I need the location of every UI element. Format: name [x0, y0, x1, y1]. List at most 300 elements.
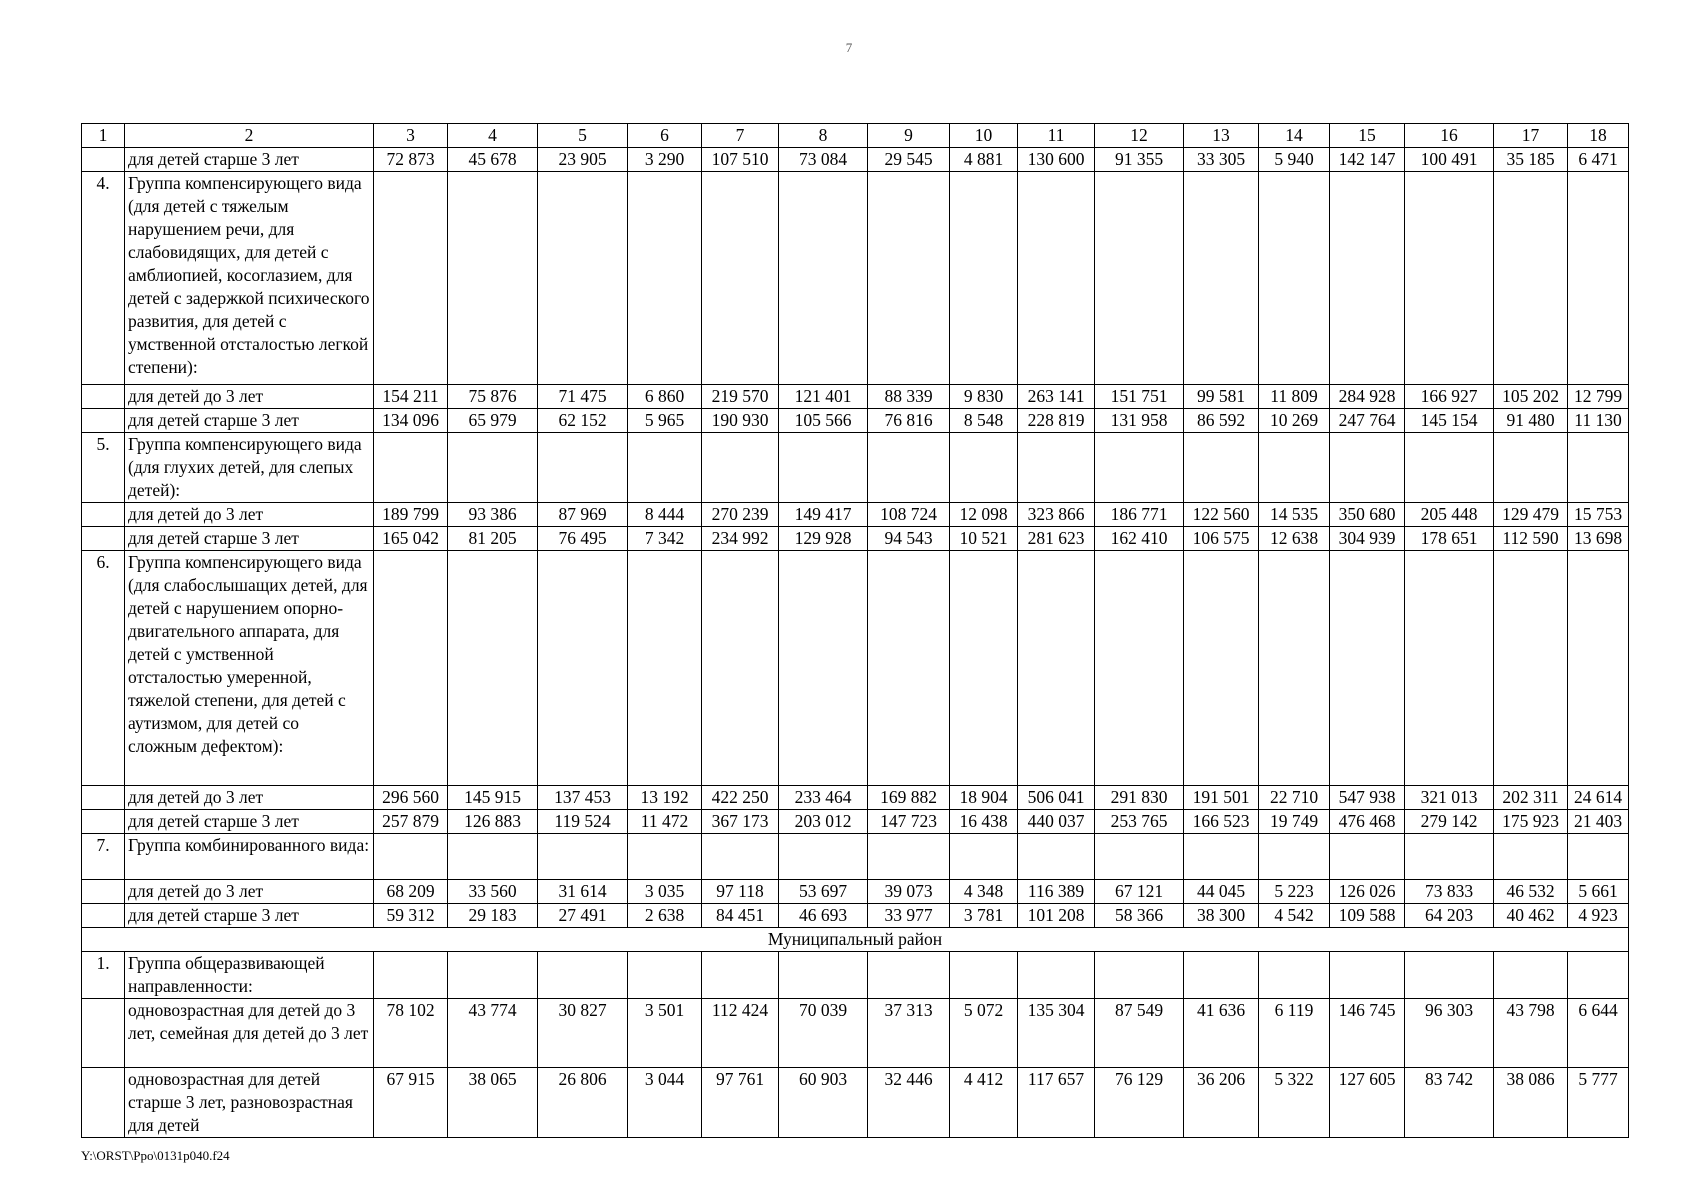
cell-value: 279 142: [1405, 810, 1494, 834]
cell-value: 233 464: [779, 786, 868, 810]
cell-value: 147 723: [868, 810, 950, 834]
cell-value: 13 192: [628, 786, 702, 810]
cell-value: 367 173: [702, 810, 779, 834]
cell-value: 4 412: [950, 1068, 1018, 1138]
cell-value: [1568, 952, 1629, 999]
cell-value: 6 119: [1259, 999, 1330, 1068]
cell-value: 33 977: [868, 904, 950, 928]
cell-value: 76 129: [1095, 1068, 1184, 1138]
row-label: для детей до 3 лет: [125, 880, 374, 904]
cell-value: 33 305: [1184, 148, 1259, 172]
cell-value: 476 468: [1330, 810, 1405, 834]
column-header: 17: [1494, 124, 1568, 148]
cell-value: 175 923: [1494, 810, 1568, 834]
row-label: для детей до 3 лет: [125, 503, 374, 527]
file-path-footer: Y:\ORST\Ppo\0131p040.f24: [81, 1148, 230, 1163]
cell-value: 151 751: [1095, 385, 1184, 409]
cell-value: 129 928: [779, 527, 868, 551]
cell-value: 59 312: [374, 904, 448, 928]
table-row: [82, 999, 1629, 1068]
cell-value: [1184, 551, 1259, 786]
column-header: 16: [1405, 124, 1494, 148]
cell-value: 38 300: [1184, 904, 1259, 928]
cell-value: 4 542: [1259, 904, 1330, 928]
cell-value: 166 523: [1184, 810, 1259, 834]
cell-value: 23 905: [538, 148, 628, 172]
cell-value: 10 521: [950, 527, 1018, 551]
row-index: 5.: [82, 433, 125, 503]
page-number: 7: [845, 40, 853, 55]
cell-value: 12 098: [950, 503, 1018, 527]
row-index: 6.: [82, 551, 125, 786]
row-label: одновозрастная для детей старше 3 лет, разновозрастная для детей: [125, 1068, 374, 1138]
cell-value: 53 697: [779, 880, 868, 904]
cell-value: [779, 172, 868, 385]
cell-value: 67 121: [1095, 880, 1184, 904]
table-row: [82, 810, 1629, 834]
row-index: [82, 148, 125, 172]
cell-value: 76 816: [868, 409, 950, 433]
cell-value: [538, 551, 628, 786]
row-index: [82, 527, 125, 551]
cell-value: [702, 433, 779, 503]
group-row: [82, 433, 1629, 503]
cell-value: 134 096: [374, 409, 448, 433]
cell-value: 86 592: [1184, 409, 1259, 433]
cell-value: 112 424: [702, 999, 779, 1068]
cell-value: 291 830: [1095, 786, 1184, 810]
cell-value: [1095, 834, 1184, 880]
column-header: 11: [1018, 124, 1095, 148]
cell-value: 68 209: [374, 880, 448, 904]
cell-value: 38 065: [448, 1068, 538, 1138]
group-row: [82, 551, 1629, 786]
cell-value: 4 881: [950, 148, 1018, 172]
cell-value: 129 479: [1494, 503, 1568, 527]
row-index: [82, 503, 125, 527]
cell-value: 296 560: [374, 786, 448, 810]
cell-value: 27 491: [538, 904, 628, 928]
cell-value: 126 026: [1330, 880, 1405, 904]
cell-value: 8 444: [628, 503, 702, 527]
cell-value: 94 543: [868, 527, 950, 551]
cell-value: 73 833: [1405, 880, 1494, 904]
cell-value: [1259, 172, 1330, 385]
table-row: [82, 527, 1629, 551]
cell-value: [779, 551, 868, 786]
cell-value: 350 680: [1330, 503, 1405, 527]
cell-value: 146 745: [1330, 999, 1405, 1068]
cell-value: 228 819: [1018, 409, 1095, 433]
cell-value: 191 501: [1184, 786, 1259, 810]
row-index: [82, 880, 125, 904]
cell-value: [1259, 834, 1330, 880]
cell-value: [1494, 551, 1568, 786]
cell-value: [1018, 433, 1095, 503]
cell-value: 257 879: [374, 810, 448, 834]
cell-value: 3 044: [628, 1068, 702, 1138]
column-header: 6: [628, 124, 702, 148]
row-label: Группа компенсирующего вида (для слабослышащих детей, для детей с нарушением опорно-двигательного аппарата, для детей с умственной отсталостью умеренной, тяжелой степени, для детей с аутизмом, для детей со сложным дефектом):: [125, 551, 374, 786]
cell-value: [1405, 834, 1494, 880]
cell-value: 169 882: [868, 786, 950, 810]
column-header: 7: [702, 124, 779, 148]
cell-value: 247 764: [1330, 409, 1405, 433]
section-row: [82, 928, 1629, 952]
cell-value: 2 638: [628, 904, 702, 928]
cell-value: [1095, 433, 1184, 503]
cell-value: 11 809: [1259, 385, 1330, 409]
cell-value: 18 904: [950, 786, 1018, 810]
cell-value: [868, 952, 950, 999]
cell-value: [1184, 952, 1259, 999]
column-header: 5: [538, 124, 628, 148]
cell-value: 29 545: [868, 148, 950, 172]
cell-value: [1018, 551, 1095, 786]
cell-value: [374, 834, 448, 880]
cell-value: [1494, 834, 1568, 880]
cell-value: 67 915: [374, 1068, 448, 1138]
cell-value: [1259, 551, 1330, 786]
cell-value: 189 799: [374, 503, 448, 527]
cell-value: 65 979: [448, 409, 538, 433]
cell-value: 109 588: [1330, 904, 1405, 928]
column-header: 13: [1184, 124, 1259, 148]
table-row: [82, 503, 1629, 527]
column-header: 1: [82, 124, 125, 148]
cell-value: 323 866: [1018, 503, 1095, 527]
cell-value: [702, 834, 779, 880]
cell-value: 93 386: [448, 503, 538, 527]
cell-value: 547 938: [1330, 786, 1405, 810]
cell-value: [374, 433, 448, 503]
column-header: 4: [448, 124, 538, 148]
cell-value: [1330, 433, 1405, 503]
cell-value: 6 471: [1568, 148, 1629, 172]
row-index: [82, 385, 125, 409]
cell-value: [628, 433, 702, 503]
cell-value: 5 777: [1568, 1068, 1629, 1138]
cell-value: 270 239: [702, 503, 779, 527]
cell-value: 145 915: [448, 786, 538, 810]
cell-value: [628, 834, 702, 880]
column-header: 9: [868, 124, 950, 148]
row-label: для детей до 3 лет: [125, 385, 374, 409]
cell-value: [1259, 433, 1330, 503]
cell-value: 7 342: [628, 527, 702, 551]
cell-value: [1494, 952, 1568, 999]
cell-value: [950, 952, 1018, 999]
column-header: 3: [374, 124, 448, 148]
cell-value: [1494, 172, 1568, 385]
cell-value: [448, 433, 538, 503]
cell-value: 101 208: [1018, 904, 1095, 928]
table-row: [82, 880, 1629, 904]
cell-value: 205 448: [1405, 503, 1494, 527]
cell-value: 43 798: [1494, 999, 1568, 1068]
cell-value: 87 969: [538, 503, 628, 527]
cell-value: 19 749: [1259, 810, 1330, 834]
cell-value: 116 389: [1018, 880, 1095, 904]
cell-value: 422 250: [702, 786, 779, 810]
table-row: [82, 385, 1629, 409]
cell-value: [628, 172, 702, 385]
table-row: [82, 409, 1629, 433]
cell-value: 107 510: [702, 148, 779, 172]
cell-value: 117 657: [1018, 1068, 1095, 1138]
column-header: 15: [1330, 124, 1405, 148]
cell-value: [1018, 172, 1095, 385]
cell-value: 15 753: [1568, 503, 1629, 527]
cell-value: 127 605: [1330, 1068, 1405, 1138]
cell-value: 38 086: [1494, 1068, 1568, 1138]
cell-value: 60 903: [779, 1068, 868, 1138]
row-index: 4.: [82, 172, 125, 385]
cell-value: 99 581: [1184, 385, 1259, 409]
table-row: [82, 904, 1629, 928]
cell-value: 105 566: [779, 409, 868, 433]
cell-value: 32 446: [868, 1068, 950, 1138]
cell-value: [1568, 172, 1629, 385]
cell-value: 12 638: [1259, 527, 1330, 551]
cell-value: 145 154: [1405, 409, 1494, 433]
cell-value: [448, 551, 538, 786]
cell-value: 97 118: [702, 880, 779, 904]
cell-value: 5 223: [1259, 880, 1330, 904]
cell-value: 122 560: [1184, 503, 1259, 527]
cell-value: 5 322: [1259, 1068, 1330, 1138]
cell-value: [1568, 834, 1629, 880]
cell-value: [702, 952, 779, 999]
cell-value: [950, 433, 1018, 503]
cell-value: 121 401: [779, 385, 868, 409]
cell-value: 440 037: [1018, 810, 1095, 834]
row-label: для детей старше 3 лет: [125, 148, 374, 172]
cell-value: [950, 834, 1018, 880]
cell-value: 154 211: [374, 385, 448, 409]
cell-value: [1184, 172, 1259, 385]
cell-value: 36 206: [1184, 1068, 1259, 1138]
cell-value: 45 678: [448, 148, 538, 172]
cell-value: 178 651: [1405, 527, 1494, 551]
cell-value: 76 495: [538, 527, 628, 551]
cell-value: [628, 551, 702, 786]
cell-value: 281 623: [1018, 527, 1095, 551]
cell-value: 3 290: [628, 148, 702, 172]
row-label: для детей старше 3 лет: [125, 810, 374, 834]
row-index: [82, 1068, 125, 1138]
cell-value: [702, 551, 779, 786]
cell-value: [1568, 433, 1629, 503]
cell-value: [868, 834, 950, 880]
cell-value: 304 939: [1330, 527, 1405, 551]
cell-value: [1095, 172, 1184, 385]
column-header: 10: [950, 124, 1018, 148]
cell-value: 203 012: [779, 810, 868, 834]
cell-value: [1405, 551, 1494, 786]
cell-value: 75 876: [448, 385, 538, 409]
cell-value: 13 698: [1568, 527, 1629, 551]
cell-value: 30 827: [538, 999, 628, 1068]
row-index: [82, 904, 125, 928]
cell-value: 108 724: [868, 503, 950, 527]
cell-value: 72 873: [374, 148, 448, 172]
data-table: [81, 123, 1629, 1138]
cell-value: 84 451: [702, 904, 779, 928]
cell-value: 91 355: [1095, 148, 1184, 172]
cell-value: [779, 433, 868, 503]
cell-value: 165 042: [374, 527, 448, 551]
cell-value: 71 475: [538, 385, 628, 409]
cell-value: 58 366: [1095, 904, 1184, 928]
cell-value: 70 039: [779, 999, 868, 1068]
cell-value: 40 462: [1494, 904, 1568, 928]
row-index: [82, 810, 125, 834]
cell-value: 81 205: [448, 527, 538, 551]
cell-value: 321 013: [1405, 786, 1494, 810]
cell-value: [1184, 433, 1259, 503]
cell-value: [538, 172, 628, 385]
row-label: для детей старше 3 лет: [125, 527, 374, 551]
cell-value: 190 930: [702, 409, 779, 433]
cell-value: 73 084: [779, 148, 868, 172]
cell-value: 10 269: [1259, 409, 1330, 433]
table-row: [82, 786, 1629, 810]
cell-value: 31 614: [538, 880, 628, 904]
row-label: для детей старше 3 лет: [125, 409, 374, 433]
row-label: Группа компенсирующего вида (для глухих детей, для слепых детей):: [125, 433, 374, 503]
cell-value: 186 771: [1095, 503, 1184, 527]
row-label: для детей старше 3 лет: [125, 904, 374, 928]
cell-value: 219 570: [702, 385, 779, 409]
cell-value: [374, 551, 448, 786]
cell-value: [1259, 952, 1330, 999]
column-header: 2: [125, 124, 374, 148]
cell-value: 3 035: [628, 880, 702, 904]
header-row: [82, 124, 1629, 148]
row-index: [82, 786, 125, 810]
cell-value: 8 548: [950, 409, 1018, 433]
cell-value: 14 535: [1259, 503, 1330, 527]
cell-value: 11 130: [1568, 409, 1629, 433]
cell-value: 39 073: [868, 880, 950, 904]
cell-value: [1494, 433, 1568, 503]
group-row: [82, 172, 1629, 385]
cell-value: 149 417: [779, 503, 868, 527]
cell-value: 263 141: [1018, 385, 1095, 409]
cell-value: 6 860: [628, 385, 702, 409]
cell-value: [448, 172, 538, 385]
cell-value: 137 453: [538, 786, 628, 810]
cell-value: 97 761: [702, 1068, 779, 1138]
cell-value: 37 313: [868, 999, 950, 1068]
cell-value: 234 992: [702, 527, 779, 551]
cell-value: [1405, 952, 1494, 999]
cell-value: [448, 952, 538, 999]
row-label: для детей до 3 лет: [125, 786, 374, 810]
cell-value: 46 693: [779, 904, 868, 928]
cell-value: 41 636: [1184, 999, 1259, 1068]
column-header: 18: [1568, 124, 1629, 148]
cell-value: [374, 172, 448, 385]
cell-value: 202 311: [1494, 786, 1568, 810]
cell-value: 5 940: [1259, 148, 1330, 172]
table-row: [82, 1068, 1629, 1138]
cell-value: 78 102: [374, 999, 448, 1068]
cell-value: 106 575: [1184, 527, 1259, 551]
cell-value: 24 614: [1568, 786, 1629, 810]
cell-value: 3 781: [950, 904, 1018, 928]
cell-value: 96 303: [1405, 999, 1494, 1068]
cell-value: 87 549: [1095, 999, 1184, 1068]
cell-value: 22 710: [1259, 786, 1330, 810]
row-label: Группа комбинированного вида:: [125, 834, 374, 880]
cell-value: 284 928: [1330, 385, 1405, 409]
group-row: [82, 952, 1629, 999]
cell-value: 100 491: [1405, 148, 1494, 172]
cell-value: 64 203: [1405, 904, 1494, 928]
cell-value: [1330, 172, 1405, 385]
cell-value: 91 480: [1494, 409, 1568, 433]
cell-value: [779, 952, 868, 999]
cell-value: [1018, 834, 1095, 880]
cell-value: 105 202: [1494, 385, 1568, 409]
row-label: одновозрастная для детей до 3 лет, семейная для детей до 3 лет: [125, 999, 374, 1068]
cell-value: [374, 952, 448, 999]
cell-value: [779, 834, 868, 880]
cell-value: 112 590: [1494, 527, 1568, 551]
cell-value: 131 958: [1095, 409, 1184, 433]
cell-value: 166 927: [1405, 385, 1494, 409]
cell-value: 5 661: [1568, 880, 1629, 904]
cell-value: 44 045: [1184, 880, 1259, 904]
cell-value: 119 524: [538, 810, 628, 834]
column-header: 8: [779, 124, 868, 148]
cell-value: 135 304: [1018, 999, 1095, 1068]
cell-value: [1330, 551, 1405, 786]
cell-value: [950, 172, 1018, 385]
cell-value: 4 348: [950, 880, 1018, 904]
row-label: Группа общеразвивающей направленности:: [125, 952, 374, 999]
column-header: 12: [1095, 124, 1184, 148]
cell-value: 253 765: [1095, 810, 1184, 834]
cell-value: 62 152: [538, 409, 628, 433]
cell-value: [702, 172, 779, 385]
cell-value: 88 339: [868, 385, 950, 409]
cell-value: 21 403: [1568, 810, 1629, 834]
cell-value: [538, 433, 628, 503]
row-label: Группа компенсирующего вида (для детей с тяжелым нарушением речи, для слабовидящих, для детей с амблиопией, косоглазием, для детей с задержкой психического развития, для детей с умственной отсталостью легкой степени):: [125, 172, 374, 385]
cell-value: 12 799: [1568, 385, 1629, 409]
cell-value: 29 183: [448, 904, 538, 928]
cell-value: [1405, 433, 1494, 503]
cell-value: 4 923: [1568, 904, 1629, 928]
cell-value: [1568, 551, 1629, 786]
cell-value: 130 600: [1018, 148, 1095, 172]
row-index: [82, 999, 125, 1068]
cell-value: [1405, 172, 1494, 385]
cell-value: [1330, 952, 1405, 999]
cell-value: [1018, 952, 1095, 999]
cell-value: 43 774: [448, 999, 538, 1068]
cell-value: 16 438: [950, 810, 1018, 834]
cell-value: [628, 952, 702, 999]
row-index: [82, 409, 125, 433]
cell-value: 162 410: [1095, 527, 1184, 551]
cell-value: [1330, 834, 1405, 880]
cell-value: 33 560: [448, 880, 538, 904]
cell-value: [538, 952, 628, 999]
